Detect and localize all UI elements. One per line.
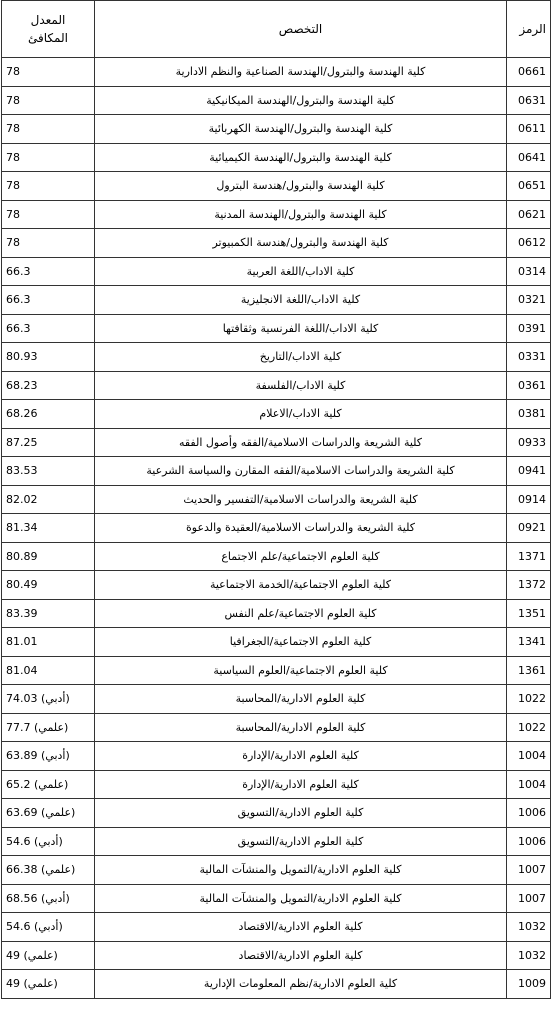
table-row bbox=[2, 485, 551, 514]
header-average-line1: المعدل bbox=[30, 13, 66, 27]
cell-specialization: كلية الهندسة والبترول/الهندسة المدنية bbox=[95, 200, 507, 229]
cell-equivalent-average: 83.39 bbox=[2, 599, 95, 628]
cell-code: 1371 bbox=[507, 542, 551, 571]
table-row bbox=[2, 428, 551, 457]
table-row bbox=[2, 457, 551, 486]
cell-specialization: كلية الاداب/التاريخ bbox=[95, 343, 507, 372]
header-code: الرمز bbox=[507, 1, 551, 58]
cell-code: 0933 bbox=[507, 428, 551, 457]
cell-specialization: كلية العلوم الادارية/الاقتصاد bbox=[95, 941, 507, 970]
cell-equivalent-average: 66.3 bbox=[2, 314, 95, 343]
cell-equivalent-average: 78 bbox=[2, 229, 95, 258]
cell-code: 0314 bbox=[507, 257, 551, 286]
cell-code: 1032 bbox=[507, 941, 551, 970]
header-equivalent-average bbox=[2, 1, 95, 58]
cell-code: 1009 bbox=[507, 970, 551, 999]
cell-equivalent-average: 83.53 bbox=[2, 457, 95, 486]
cell-equivalent-average: 78 bbox=[2, 200, 95, 229]
cell-equivalent-average: 66.3 bbox=[2, 257, 95, 286]
cell-specialization: كلية العلوم الادارية/التمويل والمنشآت المالية bbox=[95, 856, 507, 885]
table-row bbox=[2, 115, 551, 144]
cell-equivalent-average: 66.3 bbox=[2, 286, 95, 315]
cell-specialization: كلية الهندسة والبترول/الهندسة الكيميائية bbox=[95, 143, 507, 172]
table-row bbox=[2, 713, 551, 742]
cell-code: 1007 bbox=[507, 856, 551, 885]
cell-equivalent-average: 81.01 bbox=[2, 628, 95, 657]
cell-specialization: كلية الشريعة والدراسات الاسلامية/التفسير والحديث bbox=[95, 485, 507, 514]
cell-code: 0331 bbox=[507, 343, 551, 372]
cell-specialization: كلية الهندسة والبترول/الهندسة الصناعية والنظم الادارية bbox=[95, 58, 507, 87]
cell-specialization: كلية الشريعة والدراسات الاسلامية/الفقه المقارن والسياسة الشرعية bbox=[95, 457, 507, 486]
cell-specialization: كلية العلوم الادارية/المحاسبة bbox=[95, 713, 507, 742]
cell-equivalent-average: 74.03 (أدبي) bbox=[2, 685, 95, 714]
table-row bbox=[2, 343, 551, 372]
cell-specialization: كلية الهندسة والبترول/الهندسة الميكانيكية bbox=[95, 86, 507, 115]
table-row bbox=[2, 571, 551, 600]
table-row bbox=[2, 799, 551, 828]
cell-specialization: كلية العلوم الاجتماعية/علم الاجتماع bbox=[95, 542, 507, 571]
table-row bbox=[2, 742, 551, 771]
table-row bbox=[2, 371, 551, 400]
header-specialization: التخصص bbox=[95, 1, 507, 58]
table-row bbox=[2, 913, 551, 942]
cell-specialization: كلية العلوم الاجتماعية/العلوم السياسية bbox=[95, 656, 507, 685]
table-row bbox=[2, 286, 551, 315]
cell-equivalent-average: 87.25 bbox=[2, 428, 95, 457]
cell-equivalent-average: 65.2 (علمي) bbox=[2, 770, 95, 799]
cell-specialization: كلية الهندسة والبترول/الهندسة الكهربائية bbox=[95, 115, 507, 144]
cell-specialization: كلية العلوم الادارية/نظم المعلومات الإدارية bbox=[95, 970, 507, 999]
cell-specialization: كلية العلوم الادارية/التمويل والمنشآت المالية bbox=[95, 884, 507, 913]
table-row bbox=[2, 970, 551, 999]
table-row bbox=[2, 514, 551, 543]
table-row bbox=[2, 314, 551, 343]
cell-equivalent-average: 80.93 bbox=[2, 343, 95, 372]
cell-code: 0611 bbox=[507, 115, 551, 144]
cell-equivalent-average: 49 (علمي) bbox=[2, 941, 95, 970]
cell-code: 1032 bbox=[507, 913, 551, 942]
header-average-line2: المكافئ bbox=[28, 31, 68, 45]
cell-specialization: كلية الاداب/الاعلام bbox=[95, 400, 507, 429]
cell-code: 1006 bbox=[507, 827, 551, 856]
cell-code: 0651 bbox=[507, 172, 551, 201]
cell-equivalent-average: 81.04 bbox=[2, 656, 95, 685]
cell-equivalent-average: 80.89 bbox=[2, 542, 95, 571]
cell-equivalent-average: 68.56 (أدبي) bbox=[2, 884, 95, 913]
table-row bbox=[2, 856, 551, 885]
cell-equivalent-average: 78 bbox=[2, 58, 95, 87]
cell-specialization: كلية العلوم الاجتماعية/علم النفس bbox=[95, 599, 507, 628]
table-row bbox=[2, 143, 551, 172]
cell-code: 0361 bbox=[507, 371, 551, 400]
cell-code: 0941 bbox=[507, 457, 551, 486]
cell-code: 1351 bbox=[507, 599, 551, 628]
cell-specialization: كلية العلوم الادارية/التسويق bbox=[95, 827, 507, 856]
cell-equivalent-average: 68.23 bbox=[2, 371, 95, 400]
cell-specialization: كلية الهندسة والبترول/هندسة الكمبيوتر bbox=[95, 229, 507, 258]
cell-specialization: كلية العلوم الاجتماعية/الخدمة الاجتماعية bbox=[95, 571, 507, 600]
cell-code: 1022 bbox=[507, 685, 551, 714]
cell-specialization: كلية الاداب/اللغة العربية bbox=[95, 257, 507, 286]
cell-code: 0321 bbox=[507, 286, 551, 315]
cell-equivalent-average: 63.69 (علمي) bbox=[2, 799, 95, 828]
cell-code: 1004 bbox=[507, 770, 551, 799]
table-row bbox=[2, 941, 551, 970]
cell-equivalent-average: 80.49 bbox=[2, 571, 95, 600]
cell-code: 0381 bbox=[507, 400, 551, 429]
cell-specialization: كلية الهندسة والبترول/هندسة البترول bbox=[95, 172, 507, 201]
cell-specialization: كلية الشريعة والدراسات الاسلامية/العقيدة والدعوة bbox=[95, 514, 507, 543]
cell-equivalent-average: 78 bbox=[2, 86, 95, 115]
cell-equivalent-average: 49 (علمي) bbox=[2, 970, 95, 999]
cell-specialization: كلية العلوم الادارية/الإدارة bbox=[95, 770, 507, 799]
cell-code: 0621 bbox=[507, 200, 551, 229]
cell-equivalent-average: 81.34 bbox=[2, 514, 95, 543]
equivalent-average-table bbox=[1, 0, 551, 999]
table-row bbox=[2, 229, 551, 258]
cell-specialization: كلية العلوم الادارية/المحاسبة bbox=[95, 685, 507, 714]
cell-code: 0661 bbox=[507, 58, 551, 87]
cell-equivalent-average: 78 bbox=[2, 115, 95, 144]
table-row bbox=[2, 172, 551, 201]
cell-code: 1022 bbox=[507, 713, 551, 742]
cell-equivalent-average: 66.38 (علمي) bbox=[2, 856, 95, 885]
cell-equivalent-average: 77.7 (علمي) bbox=[2, 713, 95, 742]
cell-specialization: كلية العلوم الاجتماعية/الجغرافيا bbox=[95, 628, 507, 657]
cell-code: 1372 bbox=[507, 571, 551, 600]
cell-specialization: كلية الاداب/الفلسفة bbox=[95, 371, 507, 400]
table-row bbox=[2, 257, 551, 286]
cell-code: 0914 bbox=[507, 485, 551, 514]
cell-code: 1007 bbox=[507, 884, 551, 913]
cell-equivalent-average: 78 bbox=[2, 172, 95, 201]
table-row bbox=[2, 400, 551, 429]
table-row bbox=[2, 685, 551, 714]
cell-code: 1004 bbox=[507, 742, 551, 771]
table-row bbox=[2, 86, 551, 115]
cell-equivalent-average: 54.6 (أدبي) bbox=[2, 913, 95, 942]
cell-code: 0921 bbox=[507, 514, 551, 543]
table-body bbox=[2, 58, 551, 999]
cell-specialization: كلية الاداب/اللغة الانجليزية bbox=[95, 286, 507, 315]
cell-code: 0631 bbox=[507, 86, 551, 115]
cell-specialization: كلية العلوم الادارية/الاقتصاد bbox=[95, 913, 507, 942]
cell-code: 1341 bbox=[507, 628, 551, 657]
cell-code: 0641 bbox=[507, 143, 551, 172]
table-row bbox=[2, 200, 551, 229]
table-row bbox=[2, 884, 551, 913]
table-row bbox=[2, 542, 551, 571]
cell-code: 0391 bbox=[507, 314, 551, 343]
table-row bbox=[2, 827, 551, 856]
cell-code: 1361 bbox=[507, 656, 551, 685]
table-row bbox=[2, 628, 551, 657]
table-row bbox=[2, 770, 551, 799]
cell-specialization: كلية الشريعة والدراسات الاسلامية/الفقه وأصول الفقه bbox=[95, 428, 507, 457]
table-row bbox=[2, 599, 551, 628]
cell-specialization: كلية العلوم الادارية/التسويق bbox=[95, 799, 507, 828]
cell-equivalent-average: 68.26 bbox=[2, 400, 95, 429]
cell-equivalent-average: 54.6 (أدبي) bbox=[2, 827, 95, 856]
cell-equivalent-average: 63.89 (أدبي) bbox=[2, 742, 95, 771]
table-row bbox=[2, 656, 551, 685]
cell-specialization: كلية العلوم الادارية/الإدارة bbox=[95, 742, 507, 771]
cell-equivalent-average: 82.02 bbox=[2, 485, 95, 514]
cell-specialization: كلية الاداب/اللغة الفرنسية وثقافتها bbox=[95, 314, 507, 343]
cell-code: 0612 bbox=[507, 229, 551, 258]
cell-equivalent-average: 78 bbox=[2, 143, 95, 172]
table-row bbox=[2, 58, 551, 87]
table-header-row bbox=[2, 1, 551, 58]
cell-code: 1006 bbox=[507, 799, 551, 828]
